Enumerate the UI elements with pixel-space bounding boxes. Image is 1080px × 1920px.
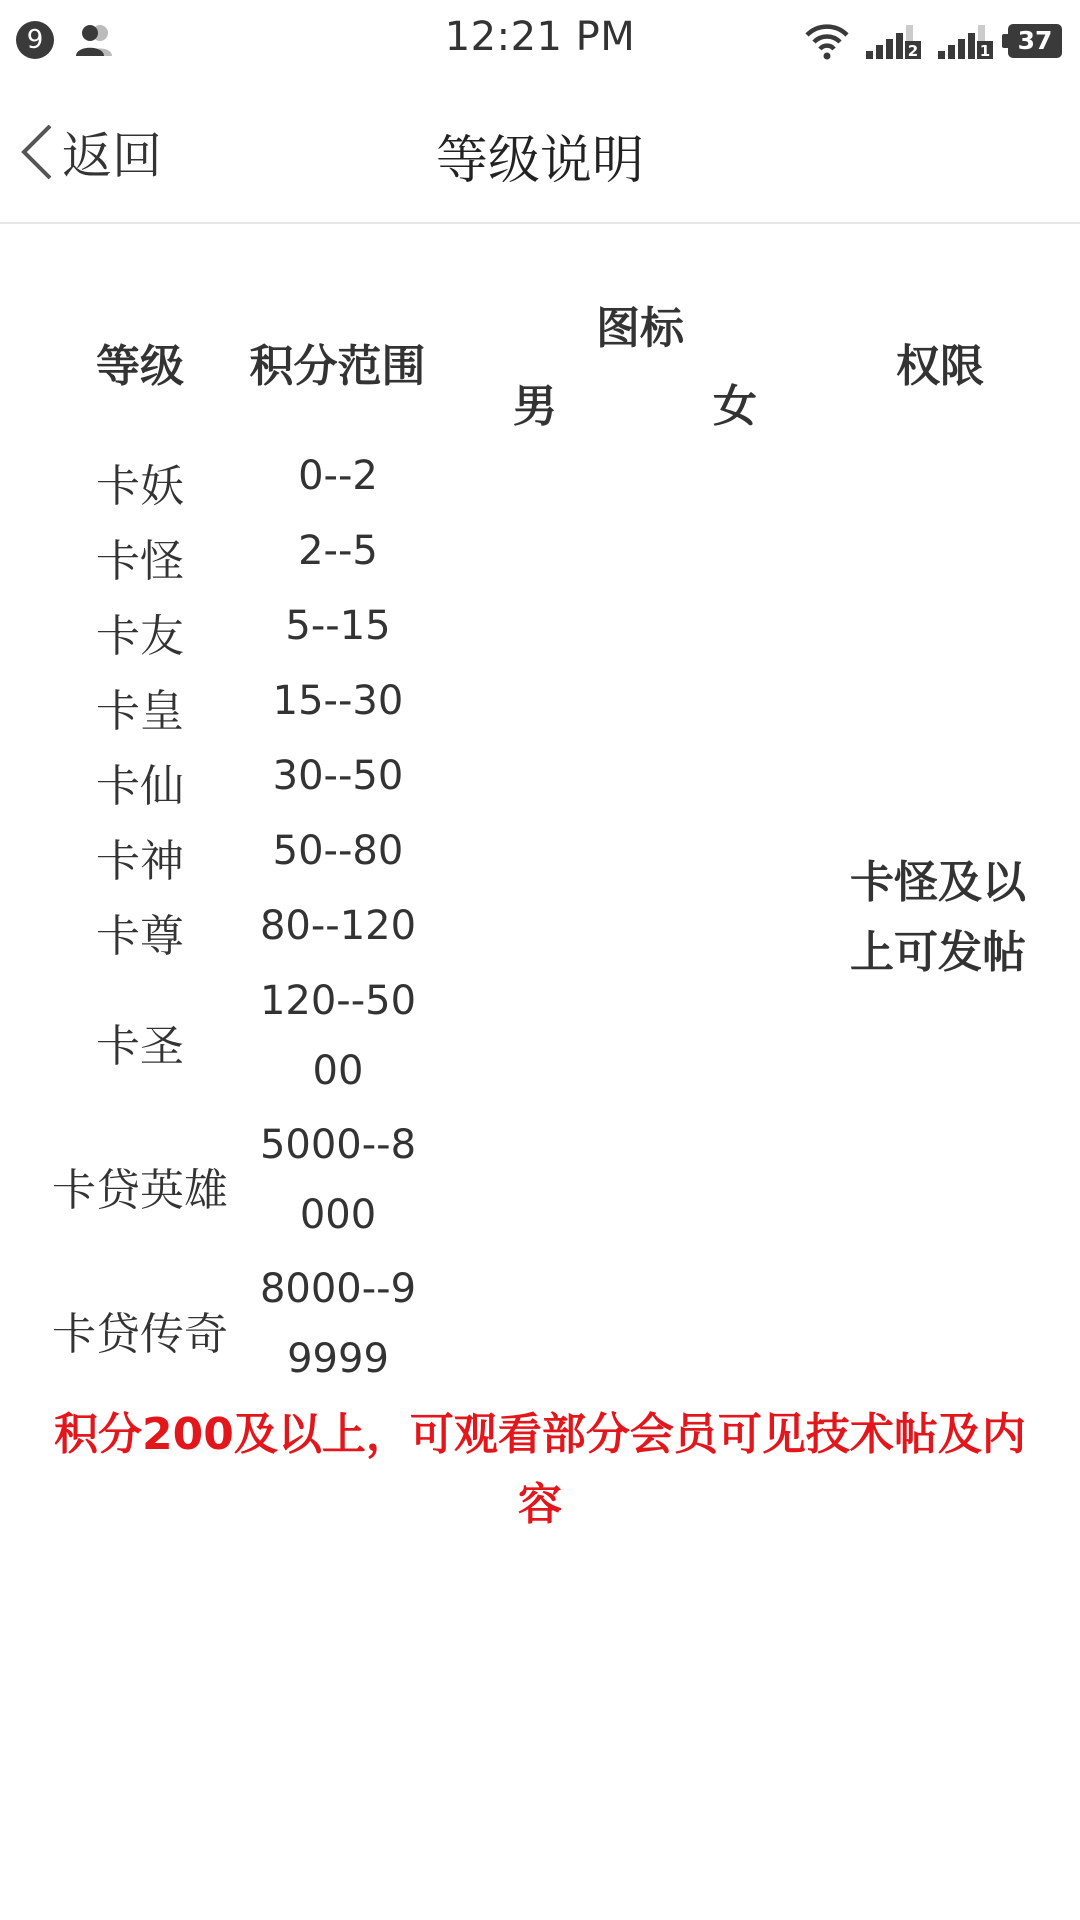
sim1-label: 1 <box>979 42 991 60</box>
range-cell: 5--15 <box>285 603 391 649</box>
range-cell: 0--2 <box>298 453 378 499</box>
signal-sim2-icon <box>864 21 922 61</box>
wifi-icon <box>804 21 850 61</box>
range-cell: 2--5 <box>298 528 378 574</box>
status-time: 12:21 PM <box>444 14 636 60</box>
status-right <box>804 18 1062 64</box>
header-female: 女 <box>713 381 757 432</box>
level-cell: 卡皇 <box>96 686 184 737</box>
notification-count-badge: 9 <box>16 21 54 59</box>
level-cell: 卡友 <box>96 611 184 662</box>
range-cell: 50--80 <box>272 828 404 874</box>
range-cell: 80--120 <box>259 903 417 949</box>
level-cell: 卡妖 <box>96 461 184 512</box>
signal-sim1-icon <box>936 21 994 61</box>
level-cell: 卡圣 <box>96 1021 184 1072</box>
level-cell: 卡神 <box>96 836 184 887</box>
level-cell: 卡仙 <box>96 761 184 812</box>
nav-bar <box>0 80 1080 224</box>
sim2-label: 2 <box>907 42 919 60</box>
header-points-range: 积分范围 <box>249 341 426 392</box>
points-notice: 积分200及以上，可观看部分会员可见技术帖及内容 <box>54 1409 1026 1530</box>
range-cell: 8000--99999 <box>259 1266 417 1382</box>
header-icon: 图标 <box>596 303 684 354</box>
page-title: 等级说明 <box>435 131 644 191</box>
range-cell: 120--5000 <box>259 978 417 1094</box>
level-cell: 卡怪 <box>96 536 184 587</box>
header-permission: 权限 <box>896 341 984 392</box>
level-cell: 卡尊 <box>96 911 184 962</box>
battery-icon: 37 <box>1008 24 1062 58</box>
range-cell: 15--30 <box>272 678 404 724</box>
status-bar <box>0 0 1080 80</box>
header-level: 等级 <box>96 341 184 392</box>
header-male: 男 <box>513 381 557 432</box>
level-cell: 卡贷英雄 <box>52 1165 228 1216</box>
back-label: 返回 <box>62 127 162 185</box>
level-cell: 卡贷传奇 <box>52 1309 228 1360</box>
range-cell: 30--50 <box>272 753 404 799</box>
permission-cell: 卡怪及以上可发帖 <box>850 857 1026 978</box>
range-cell: 5000--8000 <box>259 1122 417 1238</box>
